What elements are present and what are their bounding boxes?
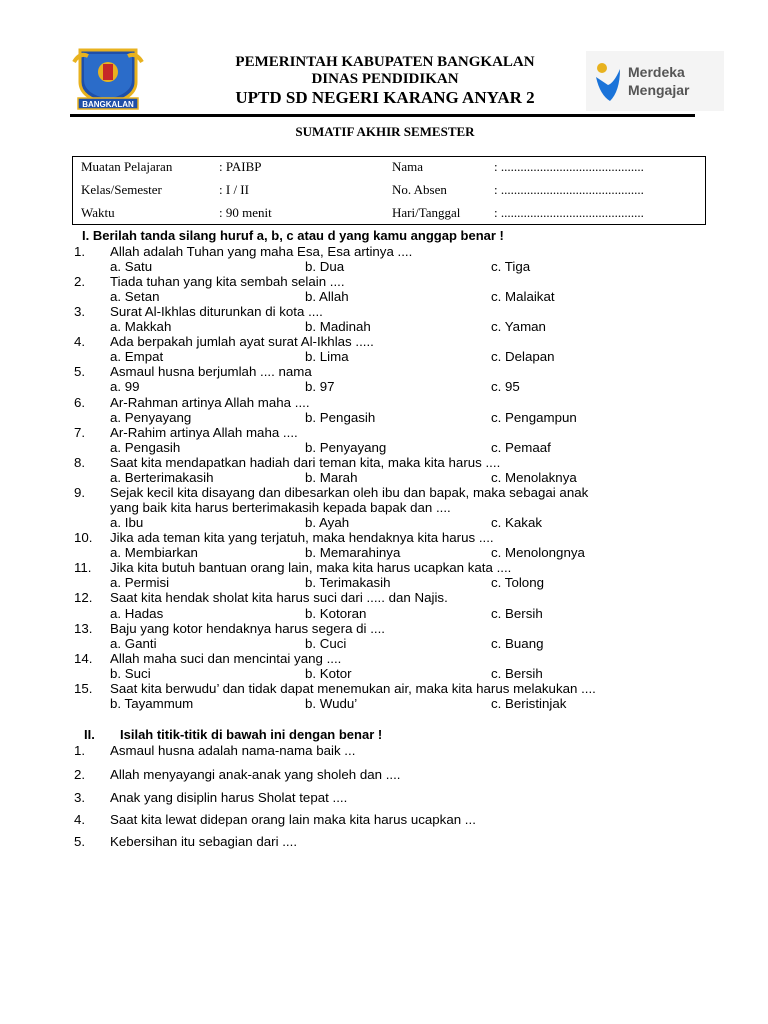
option-c[interactable]: c. Pemaaf xyxy=(491,440,551,455)
question-number: 11. xyxy=(74,560,92,575)
info-row xyxy=(73,182,705,202)
question-text: Saat kita hendak sholat kita harus suci dari ..... dan Najis. xyxy=(110,590,448,605)
question-text: Saat kita lewat didepan orang lain maka kita harus ucapkan ... xyxy=(110,812,476,827)
option-c[interactable]: c. Pengampun xyxy=(491,410,577,425)
info-label: No. Absen xyxy=(392,182,447,197)
name-field[interactable]: : ............................................ xyxy=(494,159,644,174)
question-number: 15. xyxy=(74,681,93,696)
option-b[interactable]: b. Penyayang xyxy=(305,440,387,455)
question-text: Saat kita berwudu’ dan tidak dapat menemukan air, maka kita harus melakukan .... xyxy=(110,681,596,696)
options-row xyxy=(0,696,768,711)
question-row xyxy=(0,304,768,319)
option-a[interactable]: a. Permisi xyxy=(110,575,170,590)
option-c[interactable]: c. Delapan xyxy=(491,349,555,364)
option-c[interactable]: c. Yaman xyxy=(491,319,546,334)
info-label: Waktu xyxy=(81,205,115,220)
question-text: Jika kita butuh bantuan orang lain, maka kita harus ucapkan kata .... xyxy=(110,560,512,575)
options-row xyxy=(0,289,768,304)
question-text: Ar-Rahman artinya Allah maha .... xyxy=(110,395,310,410)
option-c[interactable]: c. Beristinjak xyxy=(491,696,567,711)
question-text: Allah maha suci dan mencintai yang .... xyxy=(110,651,342,666)
question-row xyxy=(0,395,768,410)
logo-text-mengajar: Mengajar xyxy=(628,82,690,98)
option-b[interactable]: b. Ayah xyxy=(305,515,350,530)
option-a[interactable]: b. Suci xyxy=(110,666,151,681)
question-number: 5. xyxy=(74,364,86,379)
document-title: SUMATIF AKHIR SEMESTER xyxy=(295,124,475,139)
options-row xyxy=(0,319,768,334)
option-b[interactable]: b. Cuci xyxy=(305,636,347,651)
options-row xyxy=(0,636,768,651)
info-value: : 90 menit xyxy=(219,205,272,220)
option-a[interactable]: a. Setan xyxy=(110,289,160,304)
option-a[interactable]: a. Berterimakasih xyxy=(110,470,214,485)
essay-question[interactable] xyxy=(0,811,768,828)
option-a[interactable]: a. Ganti xyxy=(110,636,157,651)
student-info-box xyxy=(72,156,706,225)
question-number: 4. xyxy=(74,334,86,349)
option-b[interactable]: b. Lima xyxy=(305,349,349,364)
question-text: Saat kita mendapatkan hadiah dari teman kita, maka kita harus .... xyxy=(110,455,501,470)
question-number: 3. xyxy=(74,304,86,319)
option-b[interactable]: b. Pengasih xyxy=(305,410,376,425)
question-text: Ada berpakah jumlah ayat surat Al-Ikhlas ..... xyxy=(110,334,374,349)
absen-field[interactable]: : ............................................ xyxy=(494,182,644,197)
option-b[interactable]: b. Wudu’ xyxy=(305,696,358,711)
option-b[interactable]: b. 97 xyxy=(305,379,335,394)
option-c[interactable]: c. Tiga xyxy=(491,259,531,274)
option-c[interactable]: c. Tolong xyxy=(491,575,544,590)
question-row xyxy=(0,364,768,379)
question-text: Kebersihan itu sebagian dari .... xyxy=(110,834,298,849)
question-number: 4. xyxy=(74,812,86,827)
question-text: Asmaul husna berjumlah .... nama xyxy=(110,364,312,379)
options-row xyxy=(0,575,768,590)
options-row xyxy=(0,349,768,364)
option-a[interactable]: a. Satu xyxy=(110,259,153,274)
question-text: Jika ada teman kita yang terjatuh, maka hendaknya kita harus .... xyxy=(110,530,494,545)
options-row xyxy=(0,259,768,274)
question-row xyxy=(0,560,768,575)
question-number: 12. xyxy=(74,590,93,605)
question-row xyxy=(0,621,768,636)
option-a[interactable]: a. Penyayang xyxy=(110,410,192,425)
question-text: Surat Al-Ikhlas diturunkan di kota .... xyxy=(110,304,323,319)
question-text: Tiada tuhan yang kita sembah selain .... xyxy=(110,274,345,289)
question-number: 14. xyxy=(74,651,93,666)
info-label: Muatan Pelajaran xyxy=(81,159,173,174)
option-c[interactable]: c. Kakak xyxy=(491,515,542,530)
option-b[interactable]: b. Dua xyxy=(305,259,345,274)
question-text: yang baik kita harus berterimakasih kepada bapak dan .... xyxy=(110,500,451,515)
question-text: Asmaul husna adalah nama-nama baik ... xyxy=(110,743,356,758)
question-text: Anak yang disiplin harus Sholat tepat .... xyxy=(110,790,348,805)
question-number: 2. xyxy=(74,274,86,289)
question-row xyxy=(0,425,768,440)
header-divider xyxy=(70,114,695,117)
options-row xyxy=(0,545,768,560)
header-line-1: PEMERINTAH KABUPATEN BANGKALAN xyxy=(235,54,535,70)
question-text: Ar-Rahim artinya Allah maha .... xyxy=(110,425,298,440)
option-c[interactable]: c. Menolongnya xyxy=(491,545,585,560)
question-row-continued xyxy=(0,500,768,515)
question-number: 6. xyxy=(74,395,86,410)
options-row xyxy=(0,666,768,681)
question-number: 13. xyxy=(74,621,93,636)
section-2-heading: Isilah titik-titik di bawah ini dengan benar ! xyxy=(120,727,383,742)
question-text: Sejak kecil kita disayang dan dibesarkan oleh ibu dan bapak, maka sebagai anak xyxy=(110,485,589,500)
option-c[interactable]: c. Bersih xyxy=(491,606,543,621)
option-b[interactable]: b. Kotoran xyxy=(305,606,367,621)
option-b[interactable]: b. Kotor xyxy=(305,666,352,681)
date-field[interactable]: : ............................................ xyxy=(494,205,644,220)
question-number: 8. xyxy=(74,455,86,470)
essay-question[interactable] xyxy=(0,789,768,806)
logo-text-merdeka: Merdeka xyxy=(628,64,685,80)
question-number: 10. xyxy=(74,530,93,545)
info-label: Nama xyxy=(392,159,424,174)
header-line-3: UPTD SD NEGERI KARANG ANYAR 2 xyxy=(235,88,535,107)
question-number: 5. xyxy=(74,834,86,849)
option-c[interactable]: c. 95 xyxy=(491,379,520,394)
option-a[interactable]: a. Membiarkan xyxy=(110,545,198,560)
option-b[interactable]: b. Madinah xyxy=(305,319,371,334)
essay-question[interactable] xyxy=(0,766,768,783)
question-number: 3. xyxy=(74,790,86,805)
question-row xyxy=(0,244,768,259)
option-c[interactable]: c. Bersih xyxy=(491,666,543,681)
section-2-number: II. xyxy=(84,727,95,742)
option-a[interactable]: a. Empat xyxy=(110,349,164,364)
question-row xyxy=(0,455,768,470)
question-row xyxy=(0,485,768,500)
crest-label: BANGKALAN xyxy=(82,100,134,109)
option-a[interactable]: a. Pengasih xyxy=(110,440,181,455)
info-value: : PAIBP xyxy=(219,159,262,174)
option-b[interactable]: b. Terimakasih xyxy=(305,575,391,590)
question-text: Allah adalah Tuhan yang maha Esa, Esa artinya .... xyxy=(110,244,413,259)
option-b[interactable]: b. Memarahinya xyxy=(305,545,401,560)
question-row xyxy=(0,651,768,666)
bangkalan-crest-logo xyxy=(70,42,146,112)
header-line-2: DINAS PENDIDIKAN xyxy=(311,71,459,87)
section-1-heading: I. Berilah tanda silang huruf a, b, c atau d yang kamu anggap benar ! xyxy=(82,228,504,243)
option-a[interactable]: a. Makkah xyxy=(110,319,172,334)
option-b[interactable]: b. Allah xyxy=(305,289,349,304)
merdeka-mengajar-logo xyxy=(586,51,724,111)
option-c[interactable]: c. Malaikat xyxy=(491,289,555,304)
options-row xyxy=(0,440,768,455)
options-row xyxy=(0,606,768,621)
info-label: Hari/Tanggal xyxy=(392,205,461,220)
question-row xyxy=(0,681,768,696)
option-b[interactable]: b. Marah xyxy=(305,470,358,485)
question-number: 1. xyxy=(74,244,86,259)
option-a[interactable]: a. Hadas xyxy=(110,606,164,621)
info-row xyxy=(73,205,705,225)
info-value: : I / II xyxy=(219,182,249,197)
question-text: Baju yang kotor hendaknya harus segera di .... xyxy=(110,621,385,636)
question-number: 1. xyxy=(74,743,86,758)
options-row xyxy=(0,470,768,485)
info-row xyxy=(73,159,705,179)
question-row xyxy=(0,530,768,545)
question-number: 2. xyxy=(74,767,86,782)
question-text: Allah menyayangi anak-anak yang sholeh dan .... xyxy=(110,767,401,782)
option-c[interactable]: c. Buang xyxy=(491,636,544,651)
question-number: 9. xyxy=(74,485,86,500)
essay-question[interactable] xyxy=(0,742,768,759)
question-row xyxy=(0,274,768,289)
option-a[interactable]: a. Ibu xyxy=(110,515,144,530)
info-label: Kelas/Semester xyxy=(81,182,162,197)
options-row xyxy=(0,410,768,425)
option-a[interactable]: a. 99 xyxy=(110,379,140,394)
options-row xyxy=(0,379,768,394)
option-a[interactable]: b. Tayammum xyxy=(110,696,194,711)
question-row xyxy=(0,334,768,349)
option-c[interactable]: c. Menolaknya xyxy=(491,470,577,485)
options-row xyxy=(0,515,768,530)
essay-question[interactable] xyxy=(0,833,768,850)
question-row xyxy=(0,590,768,605)
question-number: 7. xyxy=(74,425,86,440)
